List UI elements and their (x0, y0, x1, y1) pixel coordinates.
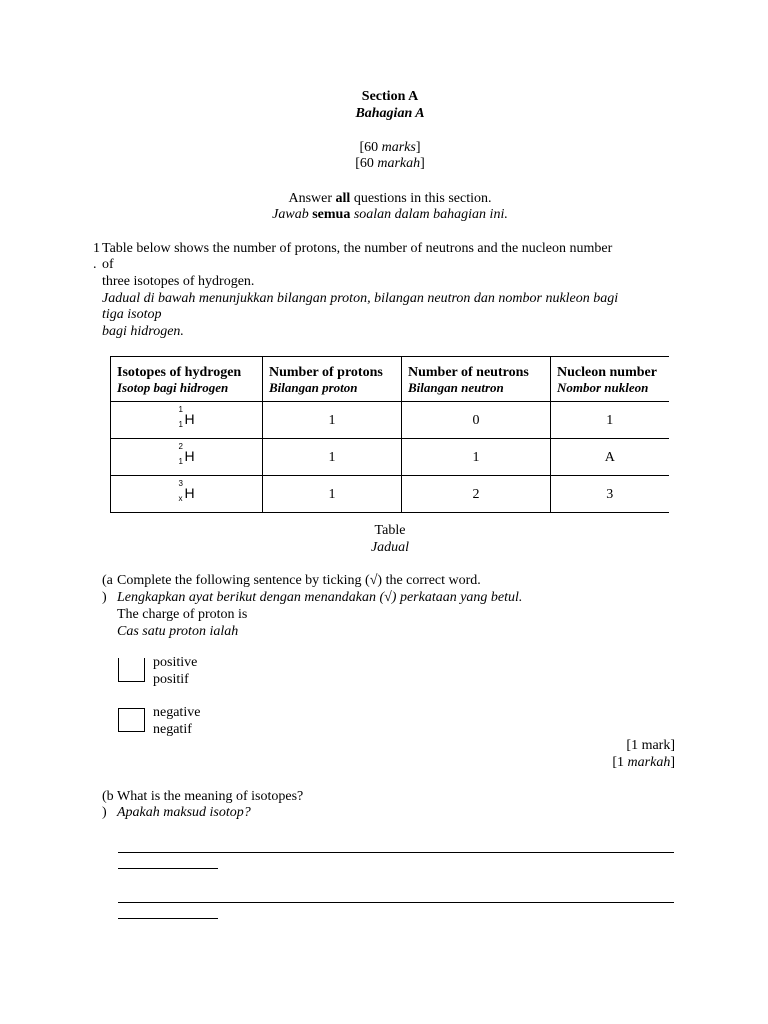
nuclide-symbol: 3 x H (178, 479, 195, 503)
table-caption: Table (374, 523, 406, 538)
question-stem-ms-line3: bagi hidrogen. (102, 324, 184, 339)
option-positive: positive (153, 655, 198, 670)
part-a-label-close: ) (102, 590, 107, 605)
header-protons: Number of protons Bilangan proton (263, 357, 402, 402)
table-row (111, 402, 669, 439)
part-b-label: (b (102, 789, 114, 804)
part-b-question-ms: Apakah maksud isotop? (117, 805, 251, 820)
question-stem-line2: of (102, 257, 114, 272)
question-stem-ms-line1: Jadual di bawah menunjukkan bilangan proton, bilangan neutron dan nombor nukleon bagi (102, 291, 619, 306)
table-header-row (111, 357, 669, 402)
isotope-cell (111, 402, 263, 439)
option-negative-ms: negatif (153, 722, 192, 737)
table-row (111, 476, 669, 513)
isotope-cell (111, 439, 263, 476)
instruction-ms: Jawab semua soalan dalam bahagian ini. (272, 207, 508, 222)
isotope-cell (111, 476, 263, 513)
total-marks: [60 marks] (359, 140, 421, 155)
nucleon-cell: A (551, 439, 669, 476)
part-a-sentence-ms: Cas satu proton ialah (117, 624, 239, 639)
option-negative: negative (153, 705, 201, 720)
part-a-question-ms: Lengkapkan ayat berikut dengan menandakan (√) perkataan yang betul. (117, 590, 523, 605)
part-a-mark: [1 mark] (626, 738, 675, 753)
table-caption-ms: Jadual (370, 540, 410, 555)
instruction: Answer all questions in this section. (288, 191, 492, 206)
answer-line[interactable] (118, 868, 218, 869)
nuclide-symbol: 1 1 H (178, 405, 195, 429)
protons-cell: 1 (263, 476, 402, 513)
part-b-question: What is the meaning of isotopes? (117, 789, 304, 804)
nuclide-symbol: 2 1 H (178, 442, 195, 466)
question-number: 1 (93, 241, 100, 256)
nucleon-cell: 1 (551, 402, 669, 439)
neutrons-cell: 1 (402, 439, 551, 476)
part-a-mark-ms: [1 markah] (612, 755, 675, 770)
nucleon-cell: 3 (551, 476, 669, 513)
header-neutrons: Number of neutrons Bilangan neutron (402, 357, 551, 402)
question-stem-line1: Table below shows the number of protons, the number of neutrons and the nucleon number (102, 241, 613, 256)
answer-line[interactable] (118, 918, 218, 919)
part-a-label: (a (102, 573, 113, 588)
section-title: Section A (361, 89, 419, 104)
part-a-sentence: The charge of proton is (117, 607, 248, 622)
question-stem-line3: three isotopes of hydrogen. (102, 274, 255, 289)
question-stem-ms-line2: tiga isotop (102, 307, 162, 322)
neutrons-cell: 0 (402, 402, 551, 439)
part-a-question: Complete the following sentence by ticking (√) the correct word. (117, 573, 481, 588)
neutrons-cell: 2 (402, 476, 551, 513)
protons-cell: 1 (263, 402, 402, 439)
header-isotopes: Isotopes of hydrogen Isotop bagi hidrogen (111, 357, 263, 402)
header-nucleon: Nucleon number Nombor nukleon (551, 357, 669, 402)
protons-cell: 1 (263, 439, 402, 476)
answer-line[interactable] (118, 852, 674, 853)
total-marks-ms: [60 markah] (355, 156, 425, 171)
answer-line[interactable] (118, 902, 674, 903)
isotope-table (110, 356, 669, 513)
question-number-dot: . (93, 257, 97, 272)
negative-checkbox[interactable] (118, 708, 145, 732)
positive-checkbox[interactable] (118, 658, 145, 682)
table-row (111, 439, 669, 476)
option-positive-ms: positif (153, 672, 189, 687)
section-title-ms: Bahagian A (355, 106, 425, 121)
part-b-label-close: ) (102, 805, 107, 820)
